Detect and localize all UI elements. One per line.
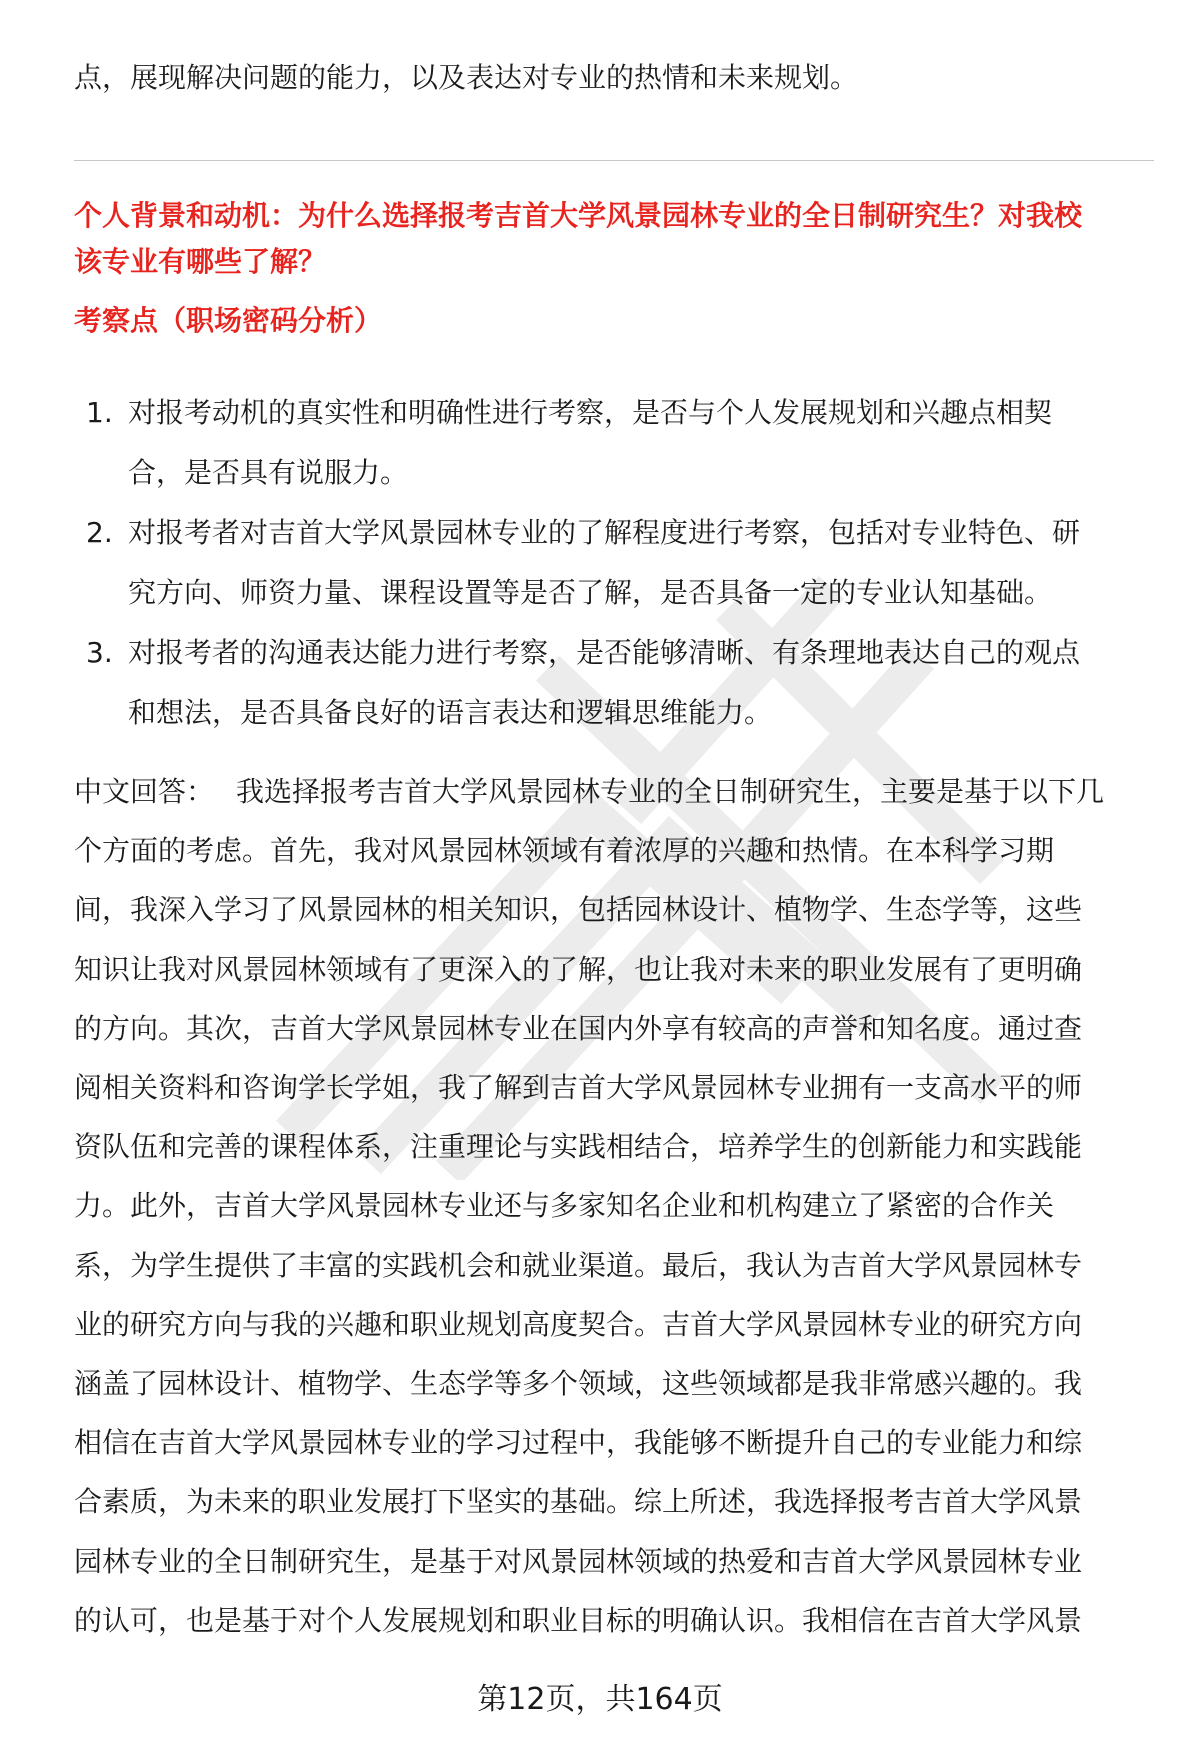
answer-line: 涵盖了园林设计、植物学、生态学等多个领域，这些领域都是我非常感兴趣的。我	[74, 1367, 1083, 1401]
answer-line: 我选择报考吉首大学风景园林专业的全日制研究生，主要是基于以下几	[236, 775, 1105, 808]
list-item-line: 和想法，是否具备良好的语言表达和逻辑思维能力。	[128, 696, 773, 729]
answer-line: 资队伍和完善的课程体系，注重理论与实践相结合，培养学生的创新能力和实践能	[74, 1130, 1083, 1164]
section-title: 考察点（职场密码分析）	[74, 304, 383, 337]
answer-line: 知识让我对风景园林领域有了更深入的了解，也让我对未来的职业发展有了更明确	[74, 952, 1083, 986]
answer-line: 合素质，为未来的职业发展打下坚实的基础。综上所述，我选择报考吉首大学风景	[74, 1485, 1083, 1519]
answer-line: 系，为学生提供了丰富的实践机会和就业渠道。最后，我认为吉首大学风景园林专	[74, 1248, 1083, 1282]
answer-line: 个方面的考虑。首先，我对风景园林领域有着浓厚的兴趣和热情。在本科学习期	[74, 834, 1055, 868]
question-heading	[74, 193, 1154, 285]
answer-label: 中文回答：	[74, 775, 215, 808]
list-item	[74, 503, 1154, 623]
list-item-number: 3.	[86, 636, 113, 669]
list-item-line: 对报考者的沟通表达能力进行考察，是否能够清晰、有条理地表达自己的观点	[128, 636, 1081, 669]
list-item-line: 合，是否具有说服力。	[128, 456, 409, 489]
section-divider	[74, 160, 1154, 161]
list-item	[74, 623, 1154, 743]
assessment-points-list	[74, 383, 1154, 743]
list-item-line: 究方向、师资力量、课程设置等是否了解，是否具备一定的专业认知基础。	[128, 576, 1053, 609]
answer-first-line	[74, 762, 1154, 821]
answer-line: 业的研究方向与我的兴趣和职业规划高度契合。吉首大学风景园林专业的研究方向	[74, 1307, 1083, 1341]
question-line: 该专业有哪些了解？	[74, 245, 327, 278]
page-number-footer: 第12页，共164页	[477, 1682, 723, 1717]
continuation-paragraph: 点，展现解决问题的能力，以及表达对专业的热情和未来规划。	[74, 61, 859, 94]
list-item-number: 2.	[86, 516, 113, 549]
answer-line: 阅相关资料和咨询学长学姐，我了解到吉首大学风景园林专业拥有一支高水平的师	[74, 1071, 1083, 1105]
list-item	[74, 383, 1154, 503]
answer-line: 力。此外，吉首大学风景园林专业还与多家知名企业和机构建立了紧密的合作关	[74, 1189, 1055, 1223]
answer-line: 的方向。其次，吉首大学风景园林专业在国内外享有较高的声誉和知名度。通过查	[74, 1011, 1083, 1045]
list-item-line: 对报考动机的真实性和明确性进行考察，是否与个人发展规划和兴趣点相契	[128, 396, 1053, 429]
list-item-number: 1.	[86, 396, 113, 429]
answer-line: 的认可，也是基于对个人发展规划和职业目标的明确认识。我相信在吉首大学风景	[74, 1603, 1083, 1637]
answer-line: 园林专业的全日制研究生，是基于对风景园林领域的热爱和吉首大学风景园林专业	[74, 1544, 1083, 1578]
answer-line: 相信在吉首大学风景园林专业的学习过程中，我能够不断提升自己的专业能力和综	[74, 1426, 1083, 1460]
answer-line: 间，我深入学习了风景园林的相关知识，包括园林设计、植物学、生态学等，这些	[74, 893, 1083, 927]
answer-paragraph	[74, 762, 1154, 1650]
list-item-line: 对报考者对吉首大学风景园林专业的了解程度进行考察，包括对专业特色、研	[128, 516, 1081, 549]
question-line: 个人背景和动机：为什么选择报考吉首大学风景园林专业的全日制研究生？对我校	[74, 199, 1083, 232]
